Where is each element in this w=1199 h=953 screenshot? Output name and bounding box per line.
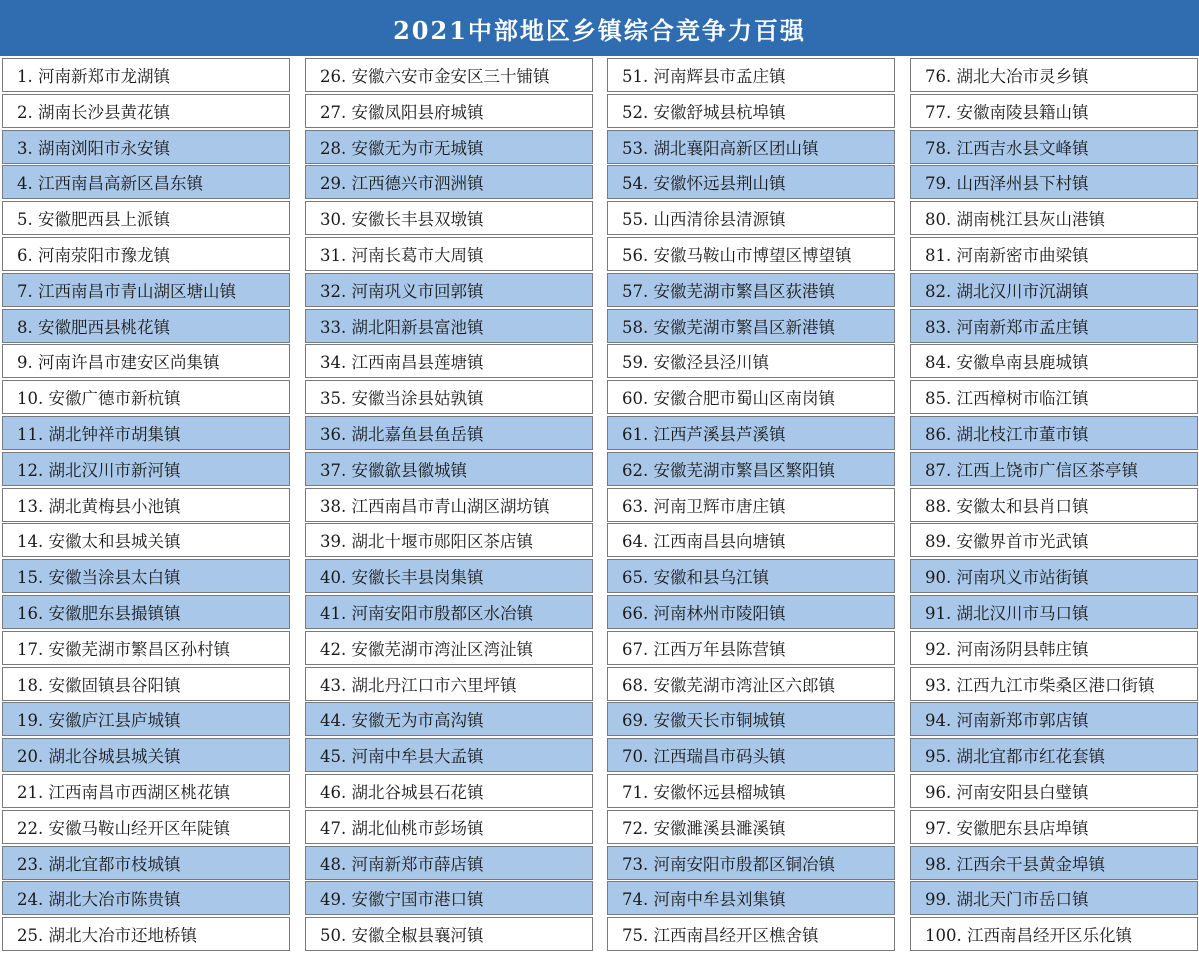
table-cell: 10. 安徽广德市新杭镇 (2, 380, 290, 414)
table-cell: 54. 安徽怀远县荆山镇 (607, 165, 895, 199)
table-cell: 96. 河南安阳县白璧镇 (910, 774, 1198, 808)
table-cell: 55. 山西清徐县清源镇 (607, 201, 895, 235)
table-cell: 98. 江西余干县黄金埠镇 (910, 846, 1198, 880)
table-cell: 47. 湖北仙桃市彭场镇 (305, 810, 593, 844)
table-cell: 58. 安徽芜湖市繁昌区新港镇 (607, 309, 895, 343)
table-cell: 37. 安徽歙县徽城镇 (305, 452, 593, 486)
table-cell: 16. 安徽肥东县撮镇镇 (2, 595, 290, 629)
table-cell: 27. 安徽凤阳县府城镇 (305, 94, 593, 128)
table-cell: 63. 河南卫辉市唐庄镇 (607, 488, 895, 522)
table-cell: 79. 山西泽州县下村镇 (910, 165, 1198, 199)
table-cell: 91. 湖北汉川市马口镇 (910, 595, 1198, 629)
table-cell: 22. 安徽马鞍山经开区年陡镇 (2, 810, 290, 844)
table-cell: 29. 江西德兴市泗洲镇 (305, 165, 593, 199)
table-cell: 93. 江西九江市柴桑区港口街镇 (910, 667, 1198, 701)
table-cell: 92. 河南汤阴县韩庄镇 (910, 631, 1198, 665)
table-cell: 4. 江西南昌高新区昌东镇 (2, 165, 290, 199)
table-cell: 94. 河南新郑市郭店镇 (910, 702, 1198, 736)
table-cell: 70. 江西瑞昌市码头镇 (607, 738, 895, 772)
table-cell: 86. 湖北枝江市董市镇 (910, 416, 1198, 450)
table-cell: 8. 安徽肥西县桃花镇 (2, 309, 290, 343)
table-cell: 56. 安徽马鞍山市博望区博望镇 (607, 237, 895, 271)
table-cell: 1. 河南新郑市龙湖镇 (2, 58, 290, 92)
table-cell: 3. 湖南浏阳市永安镇 (2, 130, 290, 164)
table-cell: 73. 河南安阳市殷都区铜冶镇 (607, 846, 895, 880)
table-cell: 84. 安徽阜南县鹿城镇 (910, 344, 1198, 378)
table-cell: 89. 安徽界首市光武镇 (910, 523, 1198, 557)
table-cell: 81. 河南新密市曲梁镇 (910, 237, 1198, 271)
table-cell: 99. 湖北天门市岳口镇 (910, 881, 1198, 915)
table-cell: 62. 安徽芜湖市繁昌区繁阳镇 (607, 452, 895, 486)
table-cell: 78. 江西吉水县文峰镇 (910, 130, 1198, 164)
table-cell: 61. 江西芦溪县芦溪镇 (607, 416, 895, 450)
table-cell: 67. 江西万年县陈营镇 (607, 631, 895, 665)
table-cell: 69. 安徽天长市铜城镇 (607, 702, 895, 736)
table-cell: 44. 安徽无为市高沟镇 (305, 702, 593, 736)
table-cell: 100. 江西南昌经开区乐化镇 (910, 917, 1198, 951)
table-cell: 85. 江西樟树市临江镇 (910, 380, 1198, 414)
table-cell: 23. 湖北宜都市枝城镇 (2, 846, 290, 880)
table-cell: 46. 湖北谷城县石花镇 (305, 774, 593, 808)
table-cell: 32. 河南巩义市回郭镇 (305, 273, 593, 307)
table-cell: 49. 安徽宁国市港口镇 (305, 881, 593, 915)
table-cell: 75. 江西南昌经开区樵舍镇 (607, 917, 895, 951)
table-cell: 59. 安徽泾县泾川镇 (607, 344, 895, 378)
table-cell: 48. 河南新郑市薛店镇 (305, 846, 593, 880)
table-cell: 9. 河南许昌市建安区尚集镇 (2, 344, 290, 378)
table-cell: 6. 河南荥阳市豫龙镇 (2, 237, 290, 271)
table-cell: 14. 安徽太和县城关镇 (2, 523, 290, 557)
table-cell: 95. 湖北宜都市红花套镇 (910, 738, 1198, 772)
table-cell: 33. 湖北阳新县富池镇 (305, 309, 593, 343)
table-cell: 82. 湖北汉川市沉湖镇 (910, 273, 1198, 307)
table-cell: 71. 安徽怀远县榴城镇 (607, 774, 895, 808)
table-cell: 30. 安徽长丰县双墩镇 (305, 201, 593, 235)
table-cell: 52. 安徽舒城县杭埠镇 (607, 94, 895, 128)
table-cell: 90. 河南巩义市站街镇 (910, 559, 1198, 593)
table-cell: 74. 河南中牟县刘集镇 (607, 881, 895, 915)
table-cell: 51. 河南辉县市孟庄镇 (607, 58, 895, 92)
table-cell: 34. 江西南昌县莲塘镇 (305, 344, 593, 378)
table-cell: 50. 安徽全椒县襄河镇 (305, 917, 593, 951)
table-cell: 40. 安徽长丰县岗集镇 (305, 559, 593, 593)
table-cell: 17. 安徽芜湖市繁昌区孙村镇 (2, 631, 290, 665)
table-cell: 26. 安徽六安市金安区三十铺镇 (305, 58, 593, 92)
table-cell: 45. 河南中牟县大孟镇 (305, 738, 593, 772)
table-cell: 53. 湖北襄阳高新区团山镇 (607, 130, 895, 164)
table-cell: 21. 江西南昌市西湖区桃花镇 (2, 774, 290, 808)
table-cell: 68. 安徽芜湖市湾沚区六郎镇 (607, 667, 895, 701)
table-cell: 77. 安徽南陵县籍山镇 (910, 94, 1198, 128)
table-cell: 88. 安徽太和县肖口镇 (910, 488, 1198, 522)
table-cell: 36. 湖北嘉鱼县鱼岳镇 (305, 416, 593, 450)
table-cell: 64. 江西南昌县向塘镇 (607, 523, 895, 557)
table-cell: 28. 安徽无为市无城镇 (305, 130, 593, 164)
ranking-table (0, 56, 1199, 953)
table-cell: 60. 安徽合肥市蜀山区南岗镇 (607, 380, 895, 414)
table-cell: 12. 湖北汉川市新河镇 (2, 452, 290, 486)
table-cell: 25. 湖北大冶市还地桥镇 (2, 917, 290, 951)
table-cell: 13. 湖北黄梅县小池镇 (2, 488, 290, 522)
table-cell: 15. 安徽当涂县太白镇 (2, 559, 290, 593)
table-cell: 11. 湖北钟祥市胡集镇 (2, 416, 290, 450)
table-cell: 19. 安徽庐江县庐城镇 (2, 702, 290, 736)
table-cell: 18. 安徽固镇县谷阳镇 (2, 667, 290, 701)
table-cell: 5. 安徽肥西县上派镇 (2, 201, 290, 235)
table-cell: 97. 安徽肥东县店埠镇 (910, 810, 1198, 844)
table-cell: 87. 江西上饶市广信区茶亭镇 (910, 452, 1198, 486)
table-cell: 43. 湖北丹江口市六里坪镇 (305, 667, 593, 701)
table-cell: 65. 安徽和县乌江镇 (607, 559, 895, 593)
table-cell: 41. 河南安阳市殷都区水冶镇 (305, 595, 593, 629)
table-cell: 76. 湖北大冶市灵乡镇 (910, 58, 1198, 92)
table-cell: 42. 安徽芜湖市湾沚区湾沚镇 (305, 631, 593, 665)
table-cell: 20. 湖北谷城县城关镇 (2, 738, 290, 772)
page-title: 2021中部地区乡镇综合竞争力百强 (0, 0, 1199, 56)
table-cell: 83. 河南新郑市孟庄镇 (910, 309, 1198, 343)
table-cell: 24. 湖北大冶市陈贵镇 (2, 881, 290, 915)
table-cell: 80. 湖南桃江县灰山港镇 (910, 201, 1198, 235)
table-cell: 66. 河南林州市陵阳镇 (607, 595, 895, 629)
table-cell: 57. 安徽芜湖市繁昌区荻港镇 (607, 273, 895, 307)
table-cell: 35. 安徽当涂县姑孰镇 (305, 380, 593, 414)
table-cell: 38. 江西南昌市青山湖区湖坊镇 (305, 488, 593, 522)
table-cell: 72. 安徽濉溪县濉溪镇 (607, 810, 895, 844)
table-cell: 2. 湖南长沙县黄花镇 (2, 94, 290, 128)
table-cell: 31. 河南长葛市大周镇 (305, 237, 593, 271)
table-cell: 7. 江西南昌市青山湖区塘山镇 (2, 273, 290, 307)
table-cell: 39. 湖北十堰市郧阳区茶店镇 (305, 523, 593, 557)
